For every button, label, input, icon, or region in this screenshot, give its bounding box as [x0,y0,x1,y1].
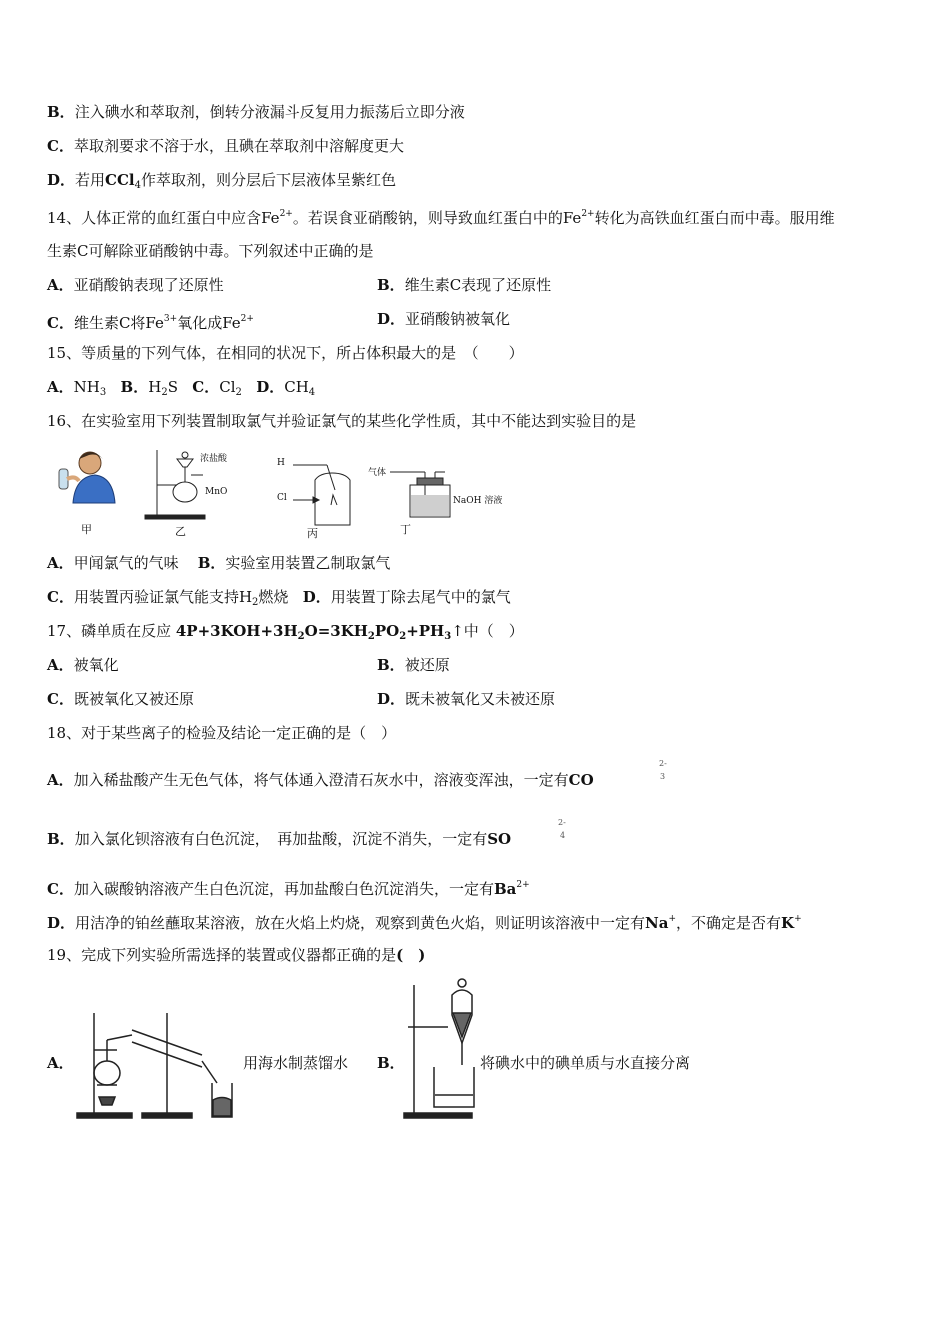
q18-b-subscript: 4 [560,831,566,840]
label-cl2: Cl [277,493,287,503]
q15-stem: 15、等质量的下列气体，在相同的状况下，所占体积最大的是 （ ） [47,344,524,362]
label-mno2: MnO [205,487,228,497]
label-conc-hcl: 浓盐酸 [200,454,228,464]
label-ding: 丁 [400,523,411,536]
q14-option-c: C．维生素C将$Fe^{3+}$氧化成$Fe^{2+}$ [47,314,254,332]
q14-option-b: B．维生素C表现了还原性 [377,276,552,294]
q18-b-charge: 2- [558,818,566,827]
funnel-svg [400,975,480,1125]
q19-option-b-letter: B． [377,1054,405,1072]
label-gas: 气体 [368,468,387,478]
label-bing: 丙 [307,527,318,540]
q18-a-charge: 2- [659,759,667,768]
q18-option-b: B．加入氯化钡溶液有白色沉淀， 再加盐酸，沉淀不消失，一定有SO [47,830,512,848]
q18-stem: 18、对于某些离子的检验及结论一定正确的是（ ） [47,724,397,742]
q16-options-cd: C．用装置丙验证氯气能支持$H_2$燃烧 D．用装置丁除去尾气中的氯气 [47,588,511,608]
q18-option-d: D．用洁净的铂丝蘸取某溶液，放在火焰上灼烧，观察到黄色火焰，则证明该溶液中一定有Na+，不确定是否有K+ [47,914,802,932]
q18-option-a: A．加入稀盐酸产生无色气体，将气体通入澄清石灰水中，溶液变浑浊，一定有CO [47,771,594,789]
q13-option-b: B．注入碘水和萃取剂，倒转分液漏斗反复用力振荡后立即分液 [47,103,465,121]
q17-option-c: C．既被氧化又被还原 [47,690,194,708]
q14-option-a: A．亚硝酸钠表现了还原性 [47,276,224,294]
distillation-svg [72,1005,242,1125]
q19-option-b-text: 将碘水中的碘单质与水直接分离 [480,1054,691,1072]
q14-stem-line1: 14、人体正常的血红蛋白中应含$Fe^{2+}$。若误食亚硝酸钠，则导致血红蛋白中的$Fe^{2+}$转化为高铁血红蛋白而中毒。服用维 [47,209,835,227]
label-naoh: NaOH 溶液 [453,496,503,506]
fig-jia-person [59,452,115,503]
q13-option-c: C．萃取剂要求不溶于水，且碘在萃取剂中溶解度更大 [47,137,404,155]
q17-option-b: B．被还原 [377,656,450,674]
q17-option-a: A．被氧化 [47,656,119,674]
q16-stem: 16、在实验室用下列装置制取氯气并验证氯气的某些化学性质，其中不能达到实验目的是 [47,412,637,430]
q14-stem-line2: 生素C可解除亚硝酸钠中毒。下列叙述中正确的是 [47,242,374,260]
fig-ding-absorber [390,472,450,517]
q13-option-d: D．若用CCl$_4$作萃取剂，则分层后下层液体呈紫红色 [47,171,396,191]
fig-yi-generator [145,450,205,519]
q15-options: A．$NH_3$ B．$H_2S$ C．$Cl_2$ D．$CH_4$ [47,378,316,398]
separatory-funnel-figure [400,975,480,1125]
q17-option-d: D．既未被氧化又未被还原 [377,690,556,708]
q19-stem: 19、完成下列实验所需选择的装置或仪器都正确的是( ) [47,946,426,964]
fig-bing-bottle [293,465,350,525]
q18-option-c: C．加入碳酸钠溶液产生白色沉淀，再加盐酸白色沉淀消失，一定有$Ba^{2+}$ [47,880,530,898]
q17-stem: 17、磷单质在反应 $4P+3KOH+3H_2O=3KH_2PO_2+PH_3↑$中（ ） [47,622,524,642]
label-jia: 甲 [81,523,92,536]
distillation-apparatus-figure [72,1005,242,1125]
q16-options-ab: A．甲闻氯气的气味 B．实验室用装置乙制取氯气 [47,554,391,572]
q16-apparatus-figure [45,445,525,540]
label-yi: 乙 [175,525,186,538]
q19-option-a-text: 用海水制蒸馏水 [243,1054,349,1072]
q14-option-d: D．亚硝酸钠被氧化 [377,310,511,328]
q19-option-a-letter: A． [47,1054,74,1072]
q18-a-subscript: 3 [660,772,666,781]
label-h2: H [277,458,285,468]
